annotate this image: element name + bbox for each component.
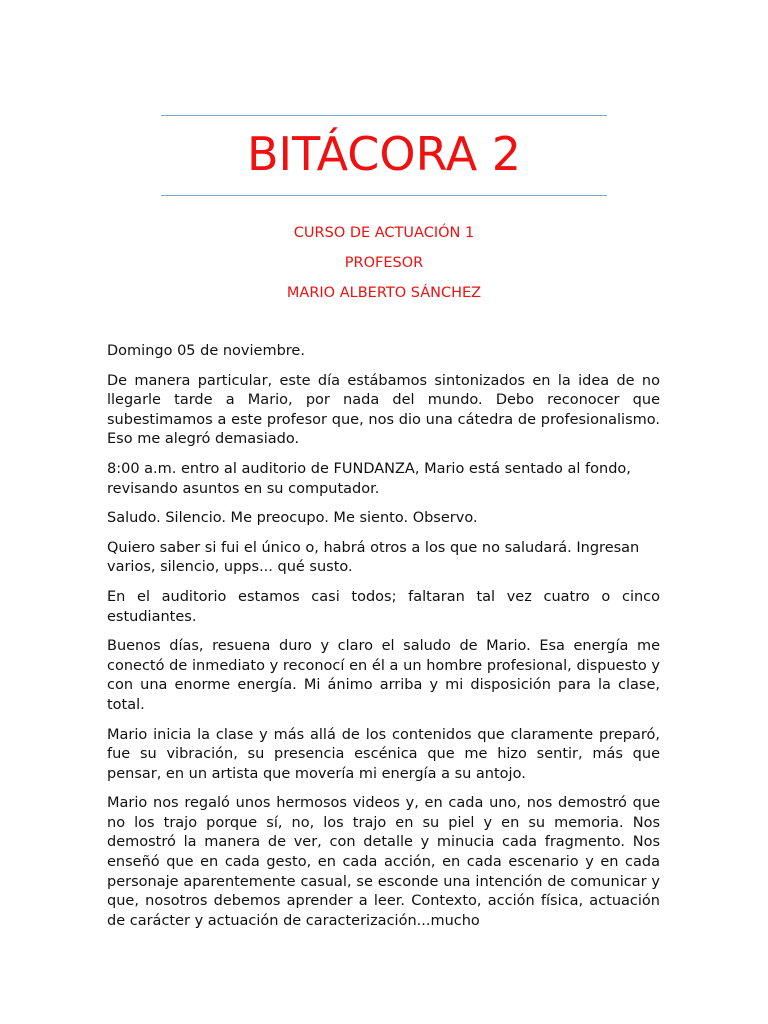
paragraph: Saludo. Silencio. Me preocupo. Me siento. Observo.: [107, 510, 478, 527]
paragraph: Quiero saber si fui el único o, habrá otros a los que no saludará. Ingresan varios, silencio, upps... qué susto.: [107, 539, 640, 576]
paragraph: Mario inicia la clase y más allá de los contenidos que claramente preparó, fue su vibración, su presencia escénica que me hizo sentir, más que pensar, en un artista que movería mi energía a su antojo.: [107, 726, 660, 782]
paragraph: 8:00 a.m. entro al auditorio de FUNDANZA, Mario está sentado al fondo, revisando asuntos en su computador.: [107, 460, 631, 497]
paragraph: Buenos días, resuena duro y claro el saludo de Mario. Esa energía me conectó de inmediato y reconocí en él a un hombre profesional, dispuesto y con una enorme energía. Mi ánimo arriba y mi disposición para la clase, total.: [107, 638, 660, 713]
paragraph: En el auditorio estamos casi todos; faltaran tal vez cuatro o cinco estudiantes.: [107, 588, 660, 625]
paragraph: De manera particular, este día estábamos sintonizados en la idea de no llegarle tarde a Mario, por nada del mundo. Debo reconocer que subestimamos a este profesor que, nos dio una cátedra de profesionalismo. Eso me alegró demasiado.: [107, 372, 660, 448]
document-title: BITÁCORA 2: [246, 127, 522, 181]
paragraph: Mario nos regaló unos hermosos videos y, en cada uno, nos demostró que no los trajo porque sí, no, los trajo en su piel y en su memoria. Nos demostró la manera de ver, con detalle y minucia cada fragmento. Nos enseñó que en cada gesto, en cada acción, en cada escenario y en cada personaje aparentemente casual, se esconde una intención de comunicar y que, nosotros debemos aprender a leer. Contexto, acción física, actuación de carácter y actuación de caracterización...mucho: [107, 795, 660, 929]
teacher-role: PROFESOR: [344, 255, 424, 271]
teacher-name: MARIO ALBERTO SÁNCHEZ: [286, 285, 482, 301]
title-top-rule: [161, 115, 607, 116]
course-name: CURSO DE ACTUACIÓN 1: [293, 225, 475, 241]
title-bottom-rule: [161, 195, 607, 196]
document-body: [107, 342, 660, 941]
paragraph-date: Domingo 05 de noviembre.: [107, 343, 305, 359]
